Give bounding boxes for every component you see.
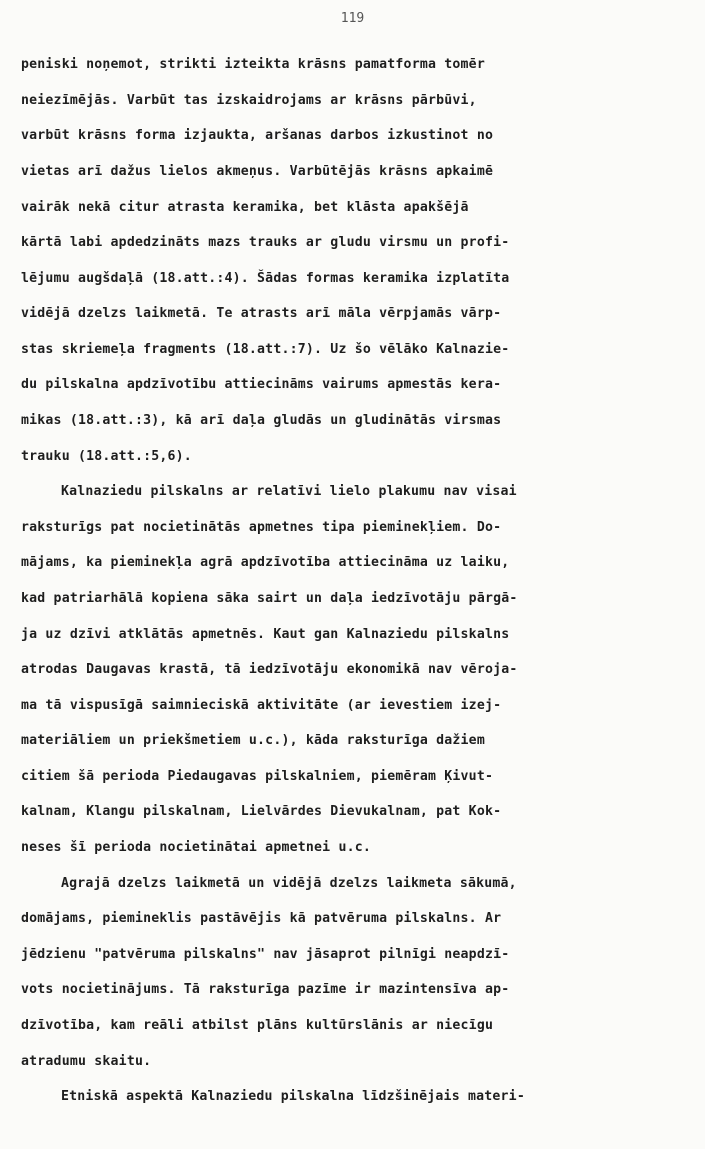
text-line: citiem šā perioda Piedaugavas pilskalniem, piemēram Ķivut- <box>21 769 494 784</box>
text-line: vots nocietinājums. Tā raksturīga pazīme ir mazintensīva ap- <box>21 982 510 997</box>
text-line: neses šī perioda nocietinātai apmetnei u.c. <box>21 840 372 855</box>
text-line: jēdzienu "patvēruma pilskalns" nav jāsaprot pilnīgi neapdzī- <box>21 947 510 962</box>
text-line: stas skriemeļa fragments (18.att.:7). Uz šo vēlāko Kalnazie- <box>21 342 510 357</box>
text-line: domājams, piemineklis pastāvējis kā patvēruma pilskalns. Ar <box>21 911 502 926</box>
text-line: vairāk nekā citur atrasta keramika, bet klāsta apakšējā <box>21 200 469 215</box>
text-line: trauku (18.att.:5,6). <box>21 449 192 464</box>
paragraph-start-line: Agrajā dzelzs laikmetā un vidējā dzelzs laikmeta sākumā, <box>61 876 517 891</box>
text-line: mājams, ka pieminekļa agrā apdzīvotība attiecināma uz laiku, <box>21 555 510 570</box>
text-line: atradumu skaitu. <box>21 1054 152 1069</box>
paragraph-start-line: Kalnaziedu pilskalns ar relatīvi lielo plakumu nav visai <box>61 484 517 499</box>
text-line: vietas arī dažus lielos akmeņus. Varbūtējās krāsns apkaimē <box>21 164 494 179</box>
text-line: lējumu augšdaļā (18.att.:4). Šādas formas keramika izplatīta <box>21 271 510 286</box>
text-line: raksturīgs pat nocietinātās apmetnes tipa pieminekļiem. Do- <box>21 520 502 535</box>
text-line: kad patriarhālā kopiena sāka sairt un daļa iedzīvotāju pārgā- <box>21 591 518 606</box>
page-number: 119 <box>340 11 365 26</box>
text-line: ma tā vispusīgā saimnieciskā aktivitāte (ar ievestiem izej- <box>21 698 502 713</box>
text-line: peniski noņemot, strikti izteikta krāsns pamatforma tomēr <box>21 57 485 72</box>
text-line: varbūt krāsns forma izjaukta, aršanas darbos izkustinot no <box>21 128 494 143</box>
text-line: atrodas Daugavas krastā, tā iedzīvotāju ekonomikā nav vēroja- <box>21 662 518 677</box>
text-line: neiezīmējās. Varbūt tas izskaidrojams ar krāsns pārbūvi, <box>21 93 477 108</box>
text-line: vidējā dzelzs laikmetā. Te atrasts arī māla vērpjamās vārp- <box>21 306 502 321</box>
text-line: du pilskalna apdzīvotību attiecināms vairums apmestās kera- <box>21 377 502 392</box>
text-line: materiāliem un priekšmetiem u.c.), kāda raksturīga dažiem <box>21 733 485 748</box>
text-line: mikas (18.att.:3), kā arī daļa gludās un gludinātās virsmas <box>21 413 502 428</box>
paragraph-start-line: Etniskā aspektā Kalnaziedu pilskalna līdzšinējais materi- <box>61 1089 525 1104</box>
text-line: dzīvotība, kam reāli atbilst plāns kultūrslānis ar niecīgu <box>21 1018 494 1033</box>
text-line: ja uz dzīvi atklātās apmetnēs. Kaut gan Kalnaziedu pilskalns <box>21 627 510 642</box>
text-line: kalnam, Klangu pilskalnam, Lielvārdes Dievukalnam, pat Kok- <box>21 804 502 819</box>
text-line: kārtā labi apdedzināts mazs trauks ar gludu virsmu un profi- <box>21 235 510 250</box>
